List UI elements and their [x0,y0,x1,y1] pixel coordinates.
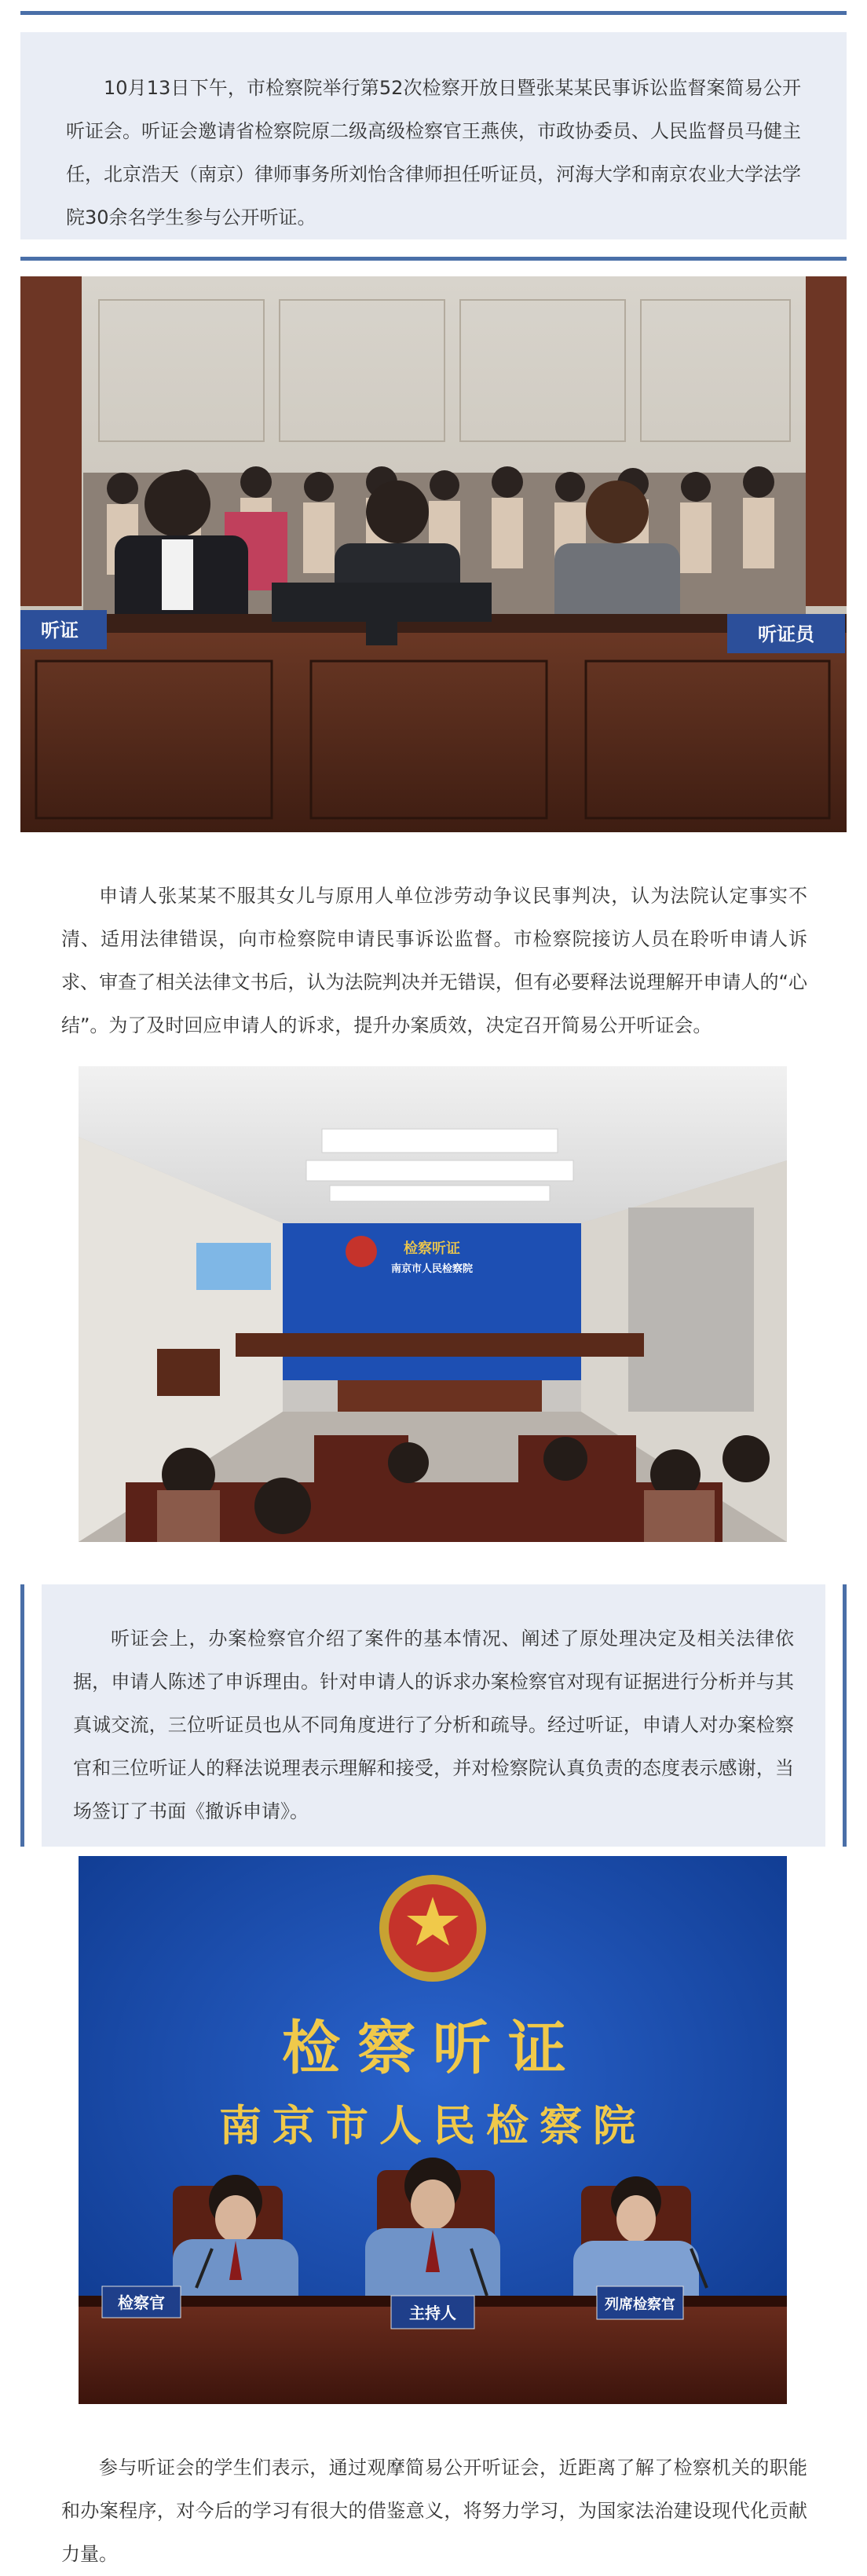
hearing-paragraph: 听证会上，办案检察官介绍了案件的基本情况、阐述了原处理决定及相关法律依据，申请人陈述了申诉理由。针对申请人的诉求办案检察官对现有证据进行分析并与其真诚交流，三位听证员也从不同角度进行了分析和疏导。经过听证，申请人对办案检察官和三位听证人的释法说理表示理解和接受，并对检察院认真负责的态度表示感谢，当场签订了书面《撤诉申请》。 [73,1628,794,1822]
backdrop-subtitle: 南京市人民检察院 [219,2100,646,2150]
backdrop-title: 检察听证 [282,2015,583,2082]
hearing-room-photo [79,1066,787,1542]
nameplate-left: 听证 [41,619,79,641]
intro-callout-body [20,32,847,239]
hearing-callout [20,1584,847,1847]
conclusion-paragraph: 参与听证会的学生们表示，通过观摩简易公开听证会，近距离了解了检察机关的职能和办案程序，对今后的学习有很大的借鉴意义，将努力学习，为国家法治建设现代化贡献力量。 [61,2457,807,2565]
intro-callout [20,11,847,261]
nameplate-host: 主持人 [409,2304,456,2322]
nameplate-right: 听证员 [758,623,814,645]
nameplate-attending: 列席检察官 [605,2296,675,2313]
room-backdrop-subtitle: 南京市人民检察院 [390,1263,474,1275]
background-section [61,875,807,1047]
intro-paragraph: 10月13日下午，市检察院举行第52次检察开放日暨张某某民事诉讼监督案简易公开听证会。听证会邀请省检察院原二级高级检察官王燕侠，市政协委员、人民监督员马健主任，北京浩天（南京）律师事务所刘怡含律师担任听证员，河海大学和南京农业大学法学院30余名学生参与公开听证。 [66,77,801,228]
room-backdrop-title: 检察听证 [404,1240,460,1257]
nameplate-prosecutor: 检察官 [118,2293,165,2312]
hearing-callout-body [42,1584,825,1847]
background-paragraph: 申请人张某某不服其女儿与原用人单位涉劳动争议民事判决，认为法院认定事实不清、适用法律错误，向市检察院申请民事诉讼监督。市检察院接访人员在聆听申请人诉求、审查了相关法律文书后，认为法院判决并无错误，但有必要释法说理解开申请人的“心结”。为了及时回应申请人的诉求，提升办案质效，决定召开简易公开听证会。 [61,885,807,1036]
conclusion-section [61,2446,807,2576]
prosecutors-photo [79,1856,787,2404]
hearing-panel-photo [20,276,847,832]
